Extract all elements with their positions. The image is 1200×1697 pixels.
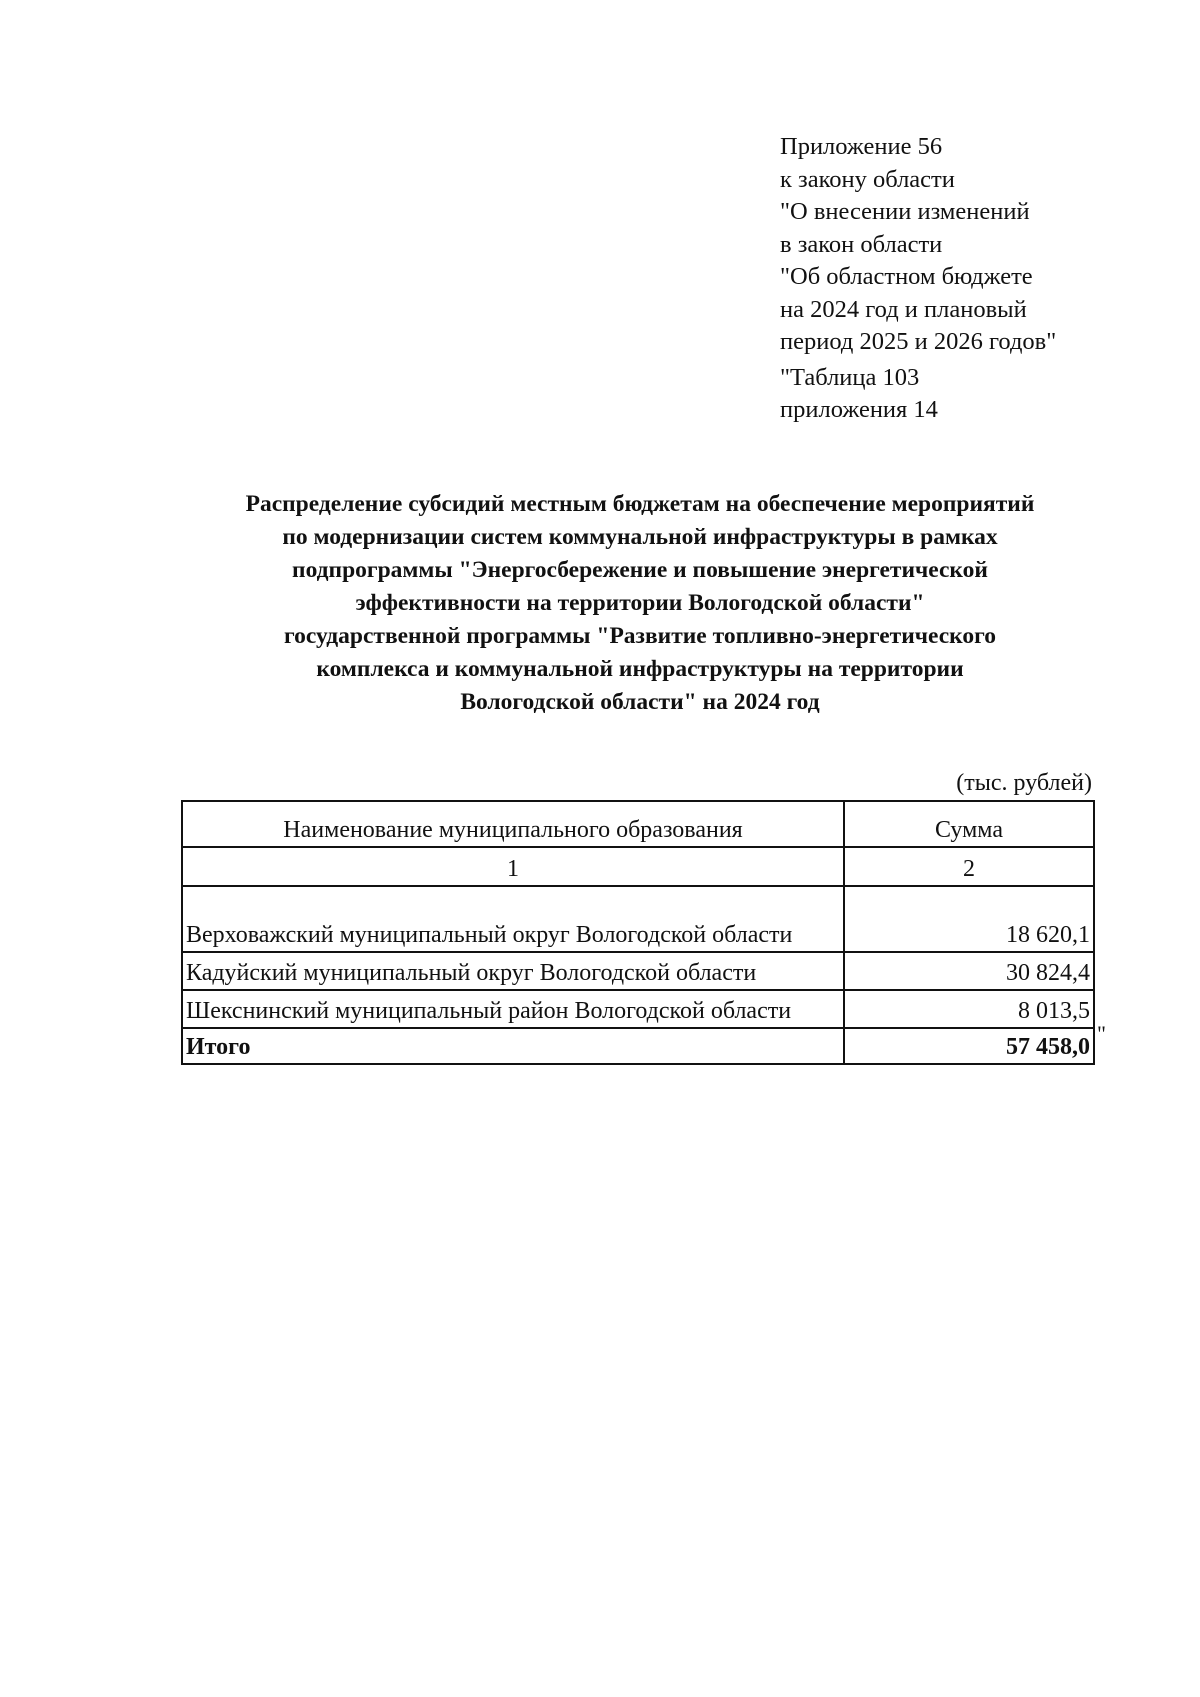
units-label: (тыс. рублей): [956, 770, 1092, 796]
table-header-row: [182, 801, 1094, 847]
title-line: по модернизации систем коммунальной инфраструктуры в рамках: [282, 524, 998, 550]
total-label: Итого: [182, 1028, 844, 1064]
annex-line: в закон области: [780, 230, 943, 258]
header-name-cell: Наименование муниципального образования: [182, 801, 844, 847]
column-number-sum: 2: [844, 847, 1094, 886]
title-line: подпрограммы "Энергосбережение и повышение энергетической: [292, 557, 988, 583]
title-line: Распределение субсидий местным бюджетам на обеспечение мероприятий: [245, 491, 1035, 517]
municipality-name: Верховажский муниципальный округ Вологодской области: [182, 886, 844, 952]
annex-line: к закону области: [780, 165, 955, 193]
total-amount: 57 458,0: [844, 1028, 1094, 1064]
municipality-name: Шекснинский муниципальный район Вологодской области: [182, 990, 844, 1028]
subsidy-amount: 30 824,4: [844, 952, 1094, 990]
annex-line: Приложение 56: [780, 133, 943, 160]
annex-line: "О внесении изменений: [780, 198, 1030, 225]
table-row: [182, 886, 1094, 952]
annex-line: "Таблица 103: [780, 363, 920, 391]
document-title: [150, 488, 1130, 719]
subsidy-amount: 18 620,1: [844, 886, 1094, 952]
municipality-name: Кадуйский муниципальный округ Вологодской области: [182, 952, 844, 990]
table-row: [182, 952, 1094, 990]
title-line: Вологодской области" на 2024 год: [460, 689, 820, 715]
total-row: [182, 1028, 1094, 1064]
distribution-table: [181, 800, 1095, 1065]
title-line: эффективности на территории Вологодской области": [355, 590, 925, 616]
annex-header: [780, 131, 1140, 427]
annex-line: "Об областном бюджете: [780, 263, 1033, 290]
header-sum-cell: Сумма: [844, 801, 1094, 847]
annex-line: период 2025 и 2026 годов": [780, 328, 1057, 355]
column-number-row: [182, 847, 1094, 886]
subsidy-amount: 8 013,5: [844, 990, 1094, 1028]
annex-line: приложения 14: [780, 396, 938, 423]
title-line: государственной программы "Развитие топливно-энергетического: [284, 623, 996, 649]
annex-line: на 2024 год и плановый: [780, 295, 1027, 323]
title-line: комплекса и коммунальной инфраструктуры на территории: [316, 656, 964, 682]
closing-quote-mark: ": [1097, 1021, 1106, 1046]
column-number-name: 1: [182, 847, 844, 886]
table-row: [182, 990, 1094, 1028]
